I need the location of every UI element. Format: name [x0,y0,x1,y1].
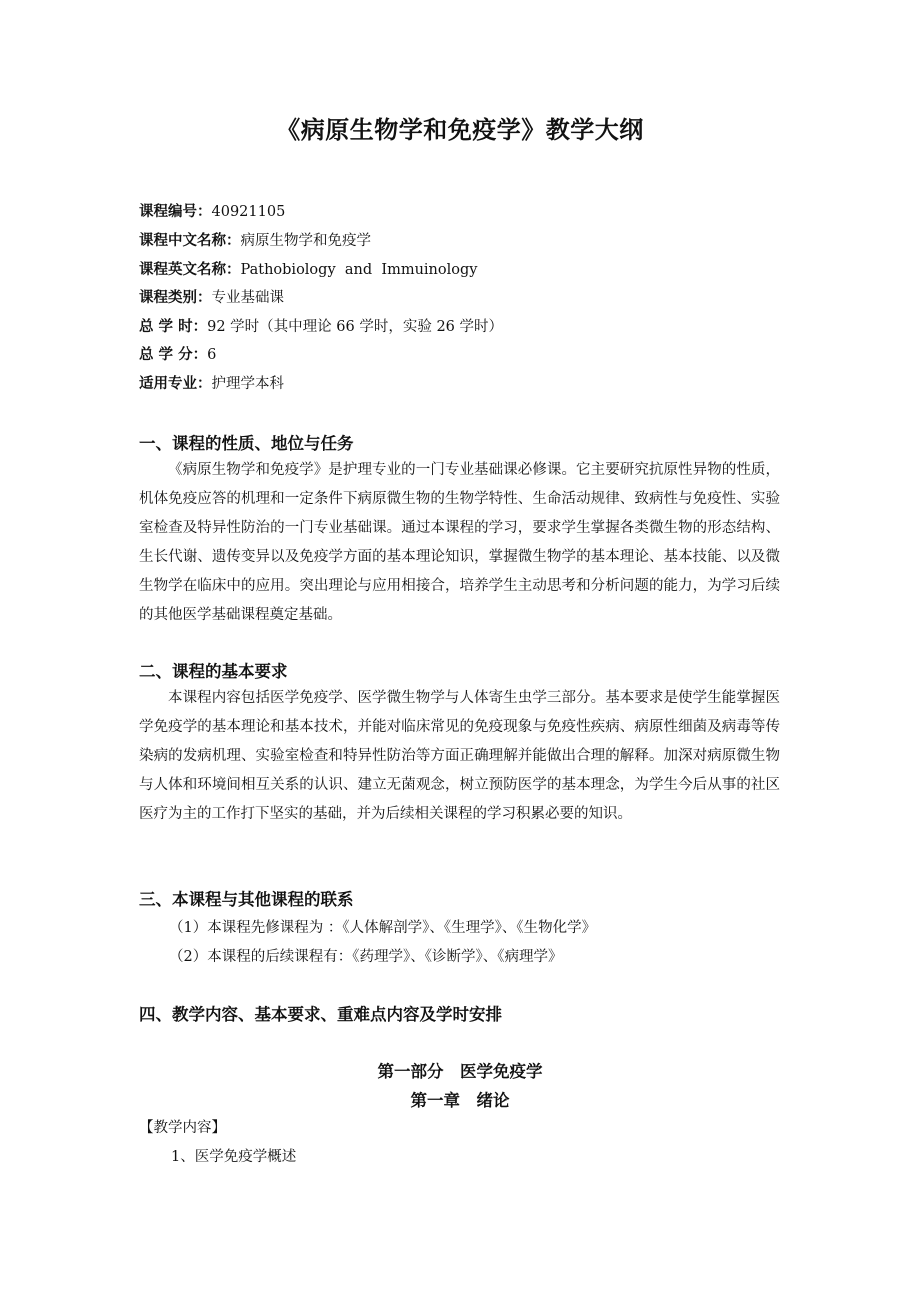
section-2-heading: 二、课程的基本要求 [139,662,288,681]
meta-key: 课程英文名称： [139,262,241,278]
meta-key: 课程中文名称： [139,233,241,249]
meta-value: 病原生物学和免疫学 [240,233,371,249]
meta-value: 专业基础课 [211,290,284,306]
meta-value: 92 学时（其中理论 66 学时，实验 26 学时） [207,319,504,335]
teaching-content-label: 【教学内容】 [139,1120,226,1136]
section-4-heading: 四、教学内容、基本要求、重难点内容及学时安排 [139,1005,502,1024]
part-title: 第一部分 医学免疫学 [377,1062,543,1081]
meta-total-hours [139,317,503,337]
content-item-1: 1、医学免疫学概述 [171,1149,297,1165]
section-1-body: 《病原生物学和免疫学》是护理专业的一门专业基础课必修课。它主要研究抗原性异物的性质，机体免疫应答的机理和一定条件下病原微生物的生物学特性、生命活动规律、致病性与免疫性、实验室检查及特异性防治的一门专业基础课。通过本课程的学习，要求学生掌握各类微生物的形态结构、生长代谢、遗传变异以及免疫学方面的基本理论知识，掌握微生物学的基本理论、基本技能、以及微生物学在临床中的应用。突出理论与应用相接合，培养学生主动思考和分析问题的能力，为学习后续的其他医学基础课程奠定基础。 [139,462,780,623]
meta-value: 40921105 [211,204,286,220]
section-3-item-1: （1）本课程先修课程为 ：《人体解剖学》、《生理学》、《生物化学》 [169,920,597,936]
section-3-item-2: （2）本课程的后续课程有：《药理学》、《诊断学》、《病理学》 [169,949,563,965]
meta-key: 课程编号： [139,204,212,220]
meta-value: 6 [207,347,217,363]
meta-category [139,288,284,308]
meta-chinese-name [139,231,371,251]
meta-english-name [139,260,477,280]
meta-key: 总 学 时： [139,319,208,335]
section-1-heading: 一、课程的性质、地位与任务 [139,434,354,453]
meta-key: 课程类别： [139,290,212,306]
document-title: 《病原生物学和免疫学》教学大纲 [276,116,644,144]
chapter-title: 第一章 绪论 [410,1091,510,1110]
meta-course-code [139,202,285,222]
section-3-heading: 三、本课程与其他课程的联系 [139,890,354,909]
meta-key: 总 学 分： [139,347,208,363]
meta-value: 护理学本科 [211,376,284,392]
meta-value: Pathobiology and Immuinology [240,262,478,278]
meta-major [139,374,284,394]
meta-total-credits [139,345,216,365]
meta-key: 适用专业： [139,376,212,392]
section-2-body: 本课程内容包括医学免疫学、医学微生物学与人体寄生虫学三部分。基本要求是使学生能掌握医学免疫学的基本理论和基本技术，并能对临床常见的免疫现象与免疫性疾病、病原性细菌及病毒等传染病的发病机理、实验室检查和特异性防治等方面正确理解并能做出合理的解释。加深对病原微生物与人体和环境间相互关系的认识、建立无菌观念，树立预防医学的基本理念，为学生今后从事的社区医疗为主的工作打下坚实的基础，并为后续相关课程的学习积累必要的知识。 [139,690,780,822]
